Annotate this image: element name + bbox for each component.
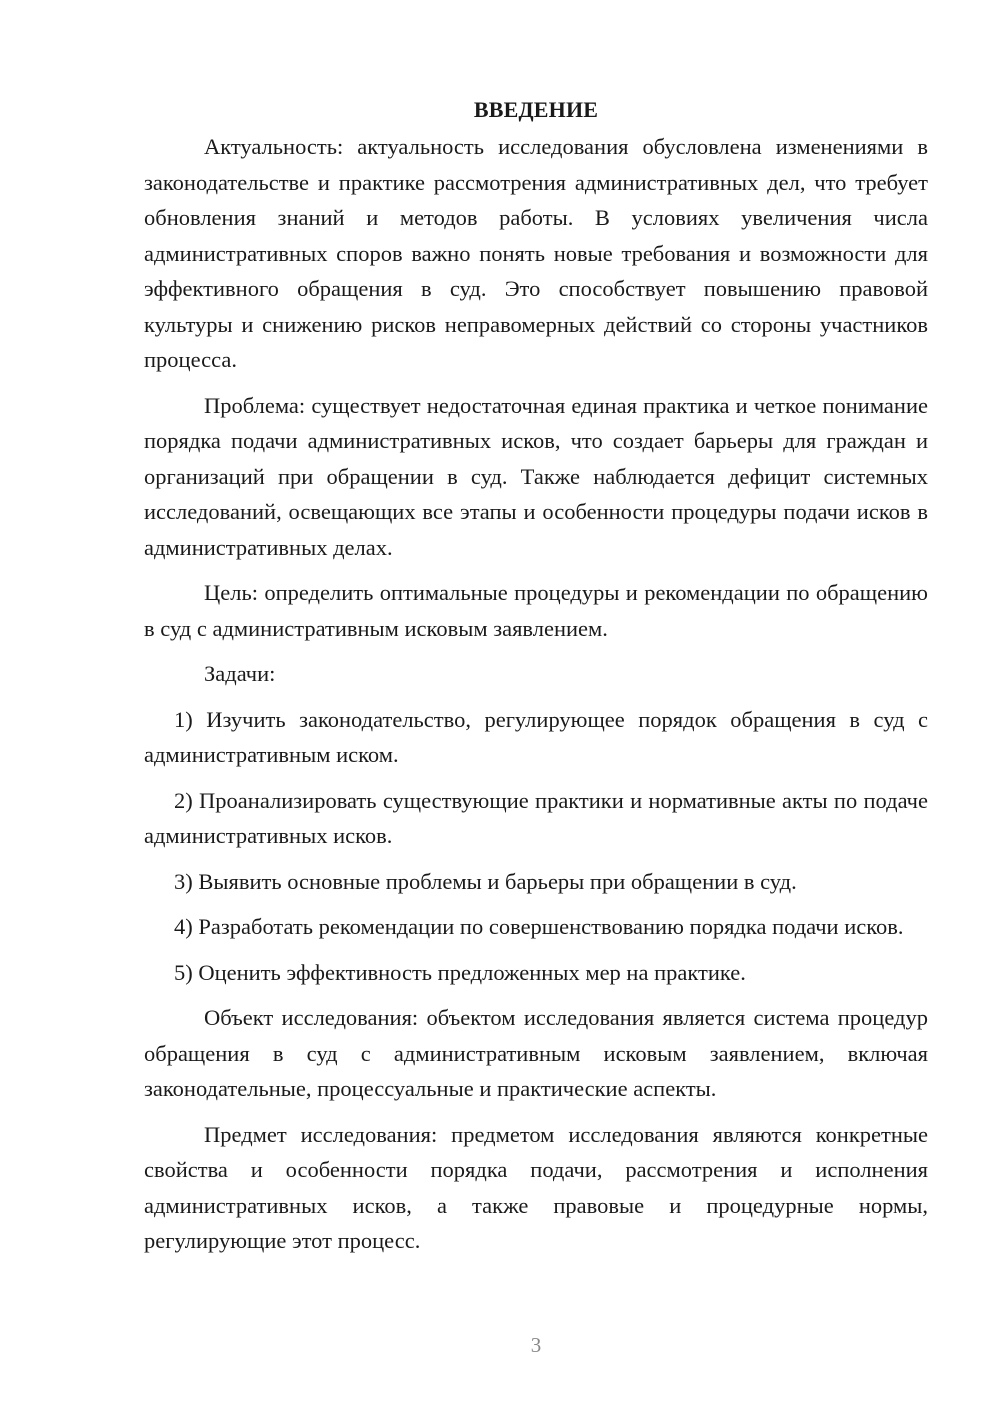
problem-paragraph: Проблема: существует недостаточная единая практика и четкое понимание порядка подачи административных исков, что создает барьеры для граждан и организаций при обращении в суд. Также наблюдается дефицит системных исследований, освещающих все этапы и особенности процедуры подачи исков в административных делах. [144,392,928,560]
task-item: 3) Выявить основные проблемы и барьеры при обращении в суд. [174,868,797,894]
task-item: 5) Оценить эффективность предложенных мер на практике. [174,959,746,985]
tasks-heading: Задачи: [204,661,276,686]
document-page [144,92,928,1269]
task-item: 2) Проанализировать существующие практики и нормативные акты по подаче административных исков. [144,787,928,848]
document-title: ВВЕДЕНИЕ [473,97,599,122]
task-item: 4) Разработать рекомендации по совершенствованию порядка подачи исков. [174,914,904,939]
goal-paragraph: Цель: определить оптимальные процедуры и рекомендации по обращению в суд с административным исковым заявлением. [144,580,928,641]
relevance-paragraph: Актуальность: актуальность исследования обусловлена изменениями в законодательстве и практике рассмотрения административных дел, что требует обновления знаний и методов работы. В условиях увеличения числа административных споров важно понять новые требования и возможности для эффективного обращения в суд. Это способствует повышению правовой культуры и снижению рисков неправомерных действий со стороны участников процесса. [144,134,928,372]
task-item: 1) Изучить законодательство, регулирующее порядок обращения в суд с административным иском. [144,706,928,767]
page-number: 3 [530,1333,542,1357]
object-paragraph: Объект исследования: объектом исследования является система процедур обращения в суд с административным исковым заявлением, включая законодательные, процессуальные и практические аспекты. [144,1005,928,1101]
subject-paragraph: Предмет исследования: предметом исследования являются конкретные свойства и особенности порядка подачи, рассмотрения и исполнения административных исков, а также правовые и процедурные нормы, регулирующие этот процесс. [144,1121,928,1253]
tasks-list [144,702,928,991]
